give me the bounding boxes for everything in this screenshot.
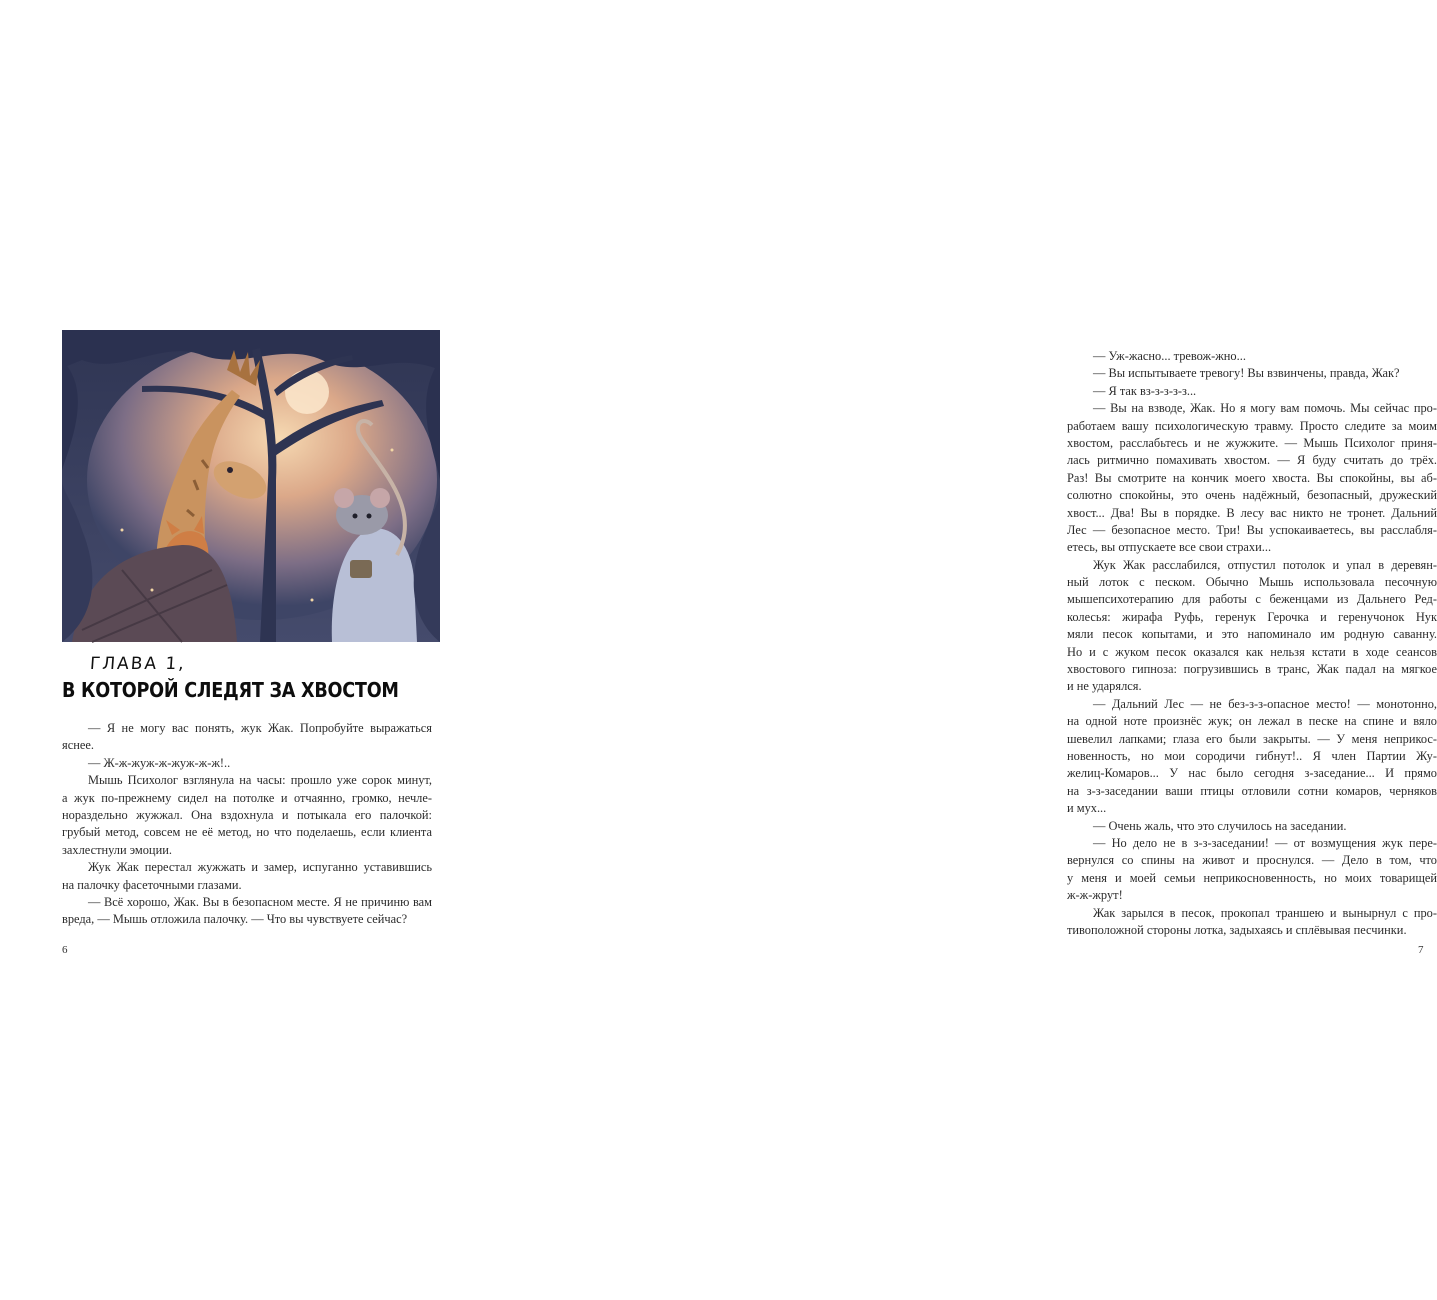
text-line: — Вы испытываете тревогу! Вы взвинчены, правда, Жак? [1093,366,1400,381]
text-line: на одной ноте произнёс жук; он лежал в песке на спине и вяло [1067,714,1437,729]
text-line: мышепсихотерапию для работы с беженцами из Дальнего Ред- [1067,592,1437,607]
text-line: тивоположной стороны лотка, задыхаясь и сплёвывая песчинки. [1067,922,1407,937]
text-line: вернулся со спины на живот и проснулся. — Дело в том, что [1067,853,1437,868]
text-line: лась ритмично помахивать хвостом. — Я буду считать до трёх. [1067,453,1437,468]
text-line: хвост... Два! Вы в порядке. В лесу вас никто не тронет. Дальний [1067,505,1437,520]
text-line: грубый метод, совсем не её метод, но что поделаешь, если клиента [62,825,432,840]
text-line: — Уж-жасно... тревож-жно... [1093,349,1246,363]
text-line: работаем вашу психологическую травму. Просто следите за моим [1067,418,1437,433]
text-line: на з-з-заседании ваши птицы отловили сотни комаров, черняков [1067,783,1437,798]
chapter-illustration [62,330,440,642]
right-page [500,0,1437,1300]
text-line: — Дальний Лес — не без-з-з-опасное место! — монотонно, [1093,696,1437,711]
text-line: Жук Жак перестал жужжать и замер, испуганно уставившись [88,860,432,875]
text-line: — Но дело не в з-з-заседании! — от возмущения жук пере- [1093,835,1437,850]
page-number-right: 7 [1418,944,1424,956]
text-line: — Вы на взводе, Жак. Но я могу вам помочь. Мы сейчас про- [1093,401,1437,416]
text-line: вреда, — Мышь отложила палочку. — Что вы чувствуете сейчас? [62,912,408,927]
text-line: у меня и моей семьи неприкосновенность, но моих товарищей [1067,870,1437,885]
text-line: и мух... [1067,801,1107,816]
chapter-label: ГЛАВА 1, [89,654,187,674]
page-number-left: 6 [62,944,68,956]
illustration-svg [62,330,440,642]
text-line: — Всё хорошо, Жак. Вы в безопасном месте. Я не причиню вам [88,894,432,909]
text-line: — Очень жаль, что это случилось на заседании. [1093,818,1347,833]
text-line: Жук Жак расслабился, отпустил потолок и упал в деревян- [1093,557,1437,572]
text-line: солютно спокойны, это очень надёжный, безопасный, дружеский [1067,488,1437,503]
text-line: — Я не могу вас понять, жук Жак. Попробуйте выражаться [88,721,432,735]
right-page-text [1067,348,1437,939]
text-line: желиц-Комаров... У нас было сегодня з-заседание... И прямо [1067,766,1437,781]
text-line: мяли песок копытами, и это напоминало им родную саванну. [1067,627,1437,642]
text-line: Жак зарылся в песок, прокопал траншею и вынырнул с про- [1093,905,1437,920]
text-line: на палочку фасеточными глазами. [62,877,242,892]
text-line: и не ударялся. [1067,679,1142,694]
text-line: колесья: жирафа Руфь, геренук Герочка и геренучонок Нук [1067,609,1437,624]
text-line: захлестнули эмоции. [62,842,172,857]
text-line: Мышь Психолог взглянула на часы: прошло уже сорок минут, [88,773,432,788]
left-page-text [62,720,432,929]
text-line: — Ж-ж-жуж-ж-жуж-ж-ж!.. [88,755,231,770]
text-line: Раз! Вы смотрите на кончик моего хвоста. Вы спокойны, вы аб- [1067,470,1437,485]
text-line: яснее. [62,738,94,753]
chapter-title: В КОТОРОЙ СЛЕДЯТ ЗА ХВОСТОМ [62,678,399,702]
text-line: етесь, вы отпускаете все свои страхи... [1067,540,1272,555]
text-line: Лес — безопасное место. Три! Вы успокаиваетесь, вы расслабля- [1067,522,1437,537]
text-line: нораздельно жужжал. Она вздохнула и потыкала его палочкой: [62,807,432,822]
text-line: хвостового гипноза: погрузившись в транс, Жак падал на мягкое [1067,662,1437,677]
text-line: а жук по-прежнему сидел на потолке и отчаянно, громко, нечле- [62,790,432,805]
text-line: ный лоток с песком. Обычно Мышь использовала песочную [1067,575,1437,590]
text-line: хвостом, расслабьтесь и не жужжите. — Мышь Психолог приня- [1067,435,1437,450]
left-page [0,0,500,1300]
text-line: новенность, но мои сородичи гибнут!.. Я член Партии Жу- [1067,748,1437,763]
text-line: — Я так вз-з-з-з-з... [1093,383,1197,398]
text-line: ж-ж-жрут! [1067,888,1123,903]
text-line: шевелил лапками; глаза его были закрыты. — У меня неприкос- [1067,731,1437,746]
text-line: Но и с жуком песок оказался как нельзя кстати в ходе сеансов [1067,644,1437,659]
